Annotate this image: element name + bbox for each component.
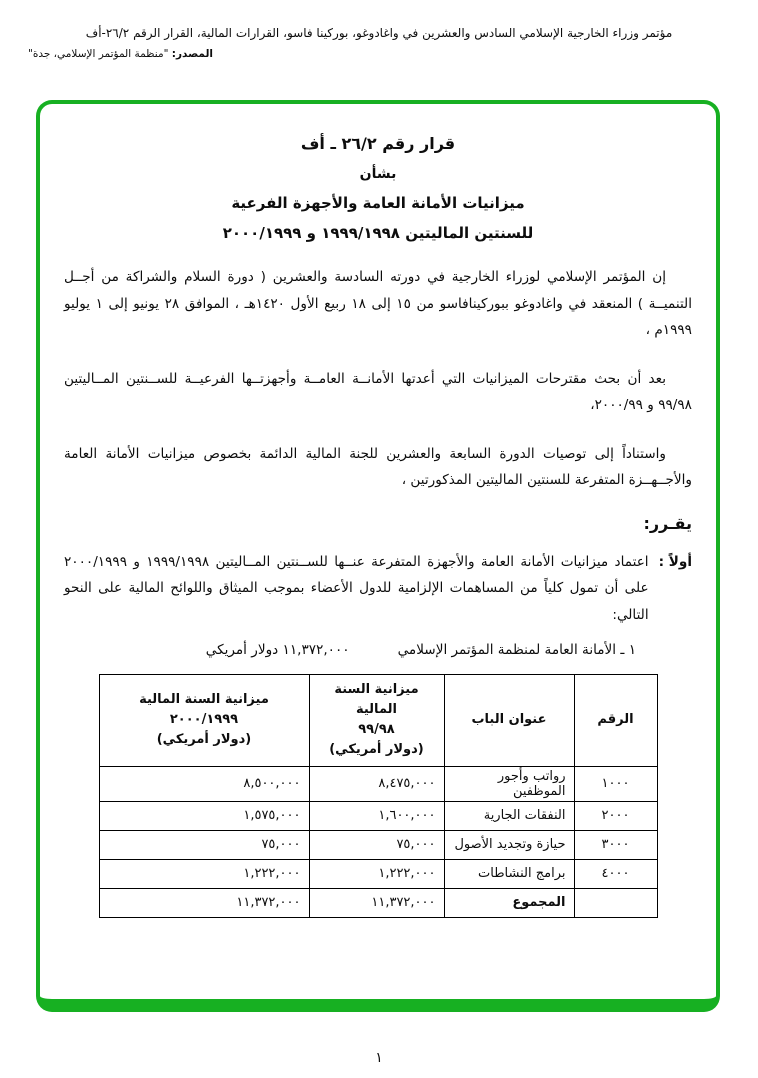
budget2-header-year: ٢٠٠٠/١٩٩٩ [169, 712, 239, 728]
budget1-header-title: ميزانية السنة المالية [334, 682, 419, 718]
secretariat-budget-line [64, 642, 692, 658]
row-title: النفقات الجارية [444, 801, 574, 830]
preamble-paragraph-2: بعد أن بحث مقترحات الميزانيات التي أعدتها الأمانــة العامــة وأجهزتــها الفرعيــة للســنتين المــاليتين ٩٩/٩٨ و ٢٠٠٠/٩٩، [64, 370, 692, 413]
table-row [99, 766, 657, 801]
budget2-header-currency: (دولار أمريكي) [156, 732, 252, 748]
row-title: حيازة وتجديد الأصول [444, 830, 574, 859]
preamble-paragraph-1: إن المؤتمر الإسلامي لوزراء الخارجية في دورته السادسة والعشرين ( دورة السلام والشراكة من أجــل التنميــة ) المنعقد في واغادوغو ببوركينافاسو من ١٥ إلى ١٨ ربيع الأول ١٤٢٠هـ ، الموافق ٢٨ يونيو إلى ١ يوليو ١٩٩٩م ، [64, 269, 692, 338]
row-code: ١٠٠٠ [574, 766, 657, 801]
budget1-header-currency: (دولار أمريكي) [329, 742, 424, 758]
total-budget-9900: ١١,٣٧٢,٠٠٠ [99, 888, 309, 917]
total-code [574, 888, 657, 917]
green-frame [36, 100, 720, 1012]
budget-table-header-row [99, 675, 657, 767]
subject-label: بشأن [359, 166, 397, 182]
budget1-header-year: ٩٩/٩٨ [358, 722, 395, 738]
resolution-number-title: قرار رقم ٢٦/٢ ـ أف [300, 134, 456, 153]
table-row [99, 801, 657, 830]
total-budget-9899: ١١,٣٧٢,٠٠٠ [309, 888, 444, 917]
first-clause-text: اعتماد ميزانيات الأمانة العامة والأجهزة المتفرعة عنــها للســنتين المــاليتين ١٩٩٩/١٩٩٨ و ٢٠٠٠/١٩٩٩ على أن تمول كلياً من المساهمات الإلزامية للدول الأعضاء بموجب الميثاق واللوائح المالية على النحو التالي: [64, 553, 649, 623]
source-label: المصدر: [171, 48, 214, 60]
row-budget-9900: ١,٥٧٥,٠٠٠ [99, 801, 309, 830]
row-budget-9899: ١,٦٠٠,٠٠٠ [309, 801, 444, 830]
row-budget-9899: ٨,٤٧٥,٠٠٠ [309, 766, 444, 801]
col-header-budget-9899 [309, 675, 444, 767]
decision-heading: يقـرر: [643, 513, 692, 533]
secretariat-budget-amount: ١١,٣٧٢,٠٠٠ دولار أمريكي [205, 642, 350, 658]
document-source-line [28, 48, 730, 60]
col-header-number: الرقم [574, 675, 657, 767]
secretariat-budget-label: ١ ـ الأمانة العامة لمنظمة المؤتمر الإسلامي [397, 642, 636, 658]
budget-table [99, 674, 658, 918]
row-code: ٣٠٠٠ [574, 830, 657, 859]
col-header-budget-9900 [99, 675, 309, 767]
row-budget-9899: ١,٢٢٢,٠٠٠ [309, 859, 444, 888]
row-title: برامج النشاطات [444, 859, 574, 888]
subject-line-1: ميزانيات الأمانة العامة والأجهزة الفرعية [231, 194, 525, 212]
row-title: رواتب وأجور الموظفين [444, 766, 574, 801]
row-budget-9900: ٧٥,٠٠٠ [99, 830, 309, 859]
total-label: المجموع [444, 888, 574, 917]
col-header-chapter: عنوان الباب [444, 675, 574, 767]
row-code: ٤٠٠٠ [574, 859, 657, 888]
preamble-paragraph-3: واستناداً إلى توصيات الدورة السابعة والعشرين للجنة المالية الدائمة بخصوص ميزانيات الأمانة العامة والأجــهــزة المتفرعة للسنتين الماليتين المذكورتين ، [64, 445, 692, 488]
table-row [99, 859, 657, 888]
subject-line-2: للسنتين الماليتين ١٩٩٩/١٩٩٨ و ٢٠٠٠/١٩٩٩ [222, 224, 534, 242]
table-row [99, 830, 657, 859]
row-budget-9899: ٧٥,٠٠٠ [309, 830, 444, 859]
row-code: ٢٠٠٠ [574, 801, 657, 830]
first-clause-label: أولاً : [658, 553, 692, 570]
row-budget-9900: ٨,٥٠٠,٠٠٠ [99, 766, 309, 801]
table-total-row [99, 888, 657, 917]
resolution-title-block [64, 134, 692, 242]
page-number: ١ [375, 1050, 383, 1066]
row-budget-9900: ١,٢٢٢,٠٠٠ [99, 859, 309, 888]
budget2-header-title: ميزانية السنة المالية [139, 692, 269, 708]
first-clause [64, 549, 692, 629]
source-value: "منظمة المؤتمر الإسلامي، جدة" [28, 48, 169, 60]
document-header-line: مؤتمر وزراء الخارجية الإسلامي السادس والعشرين في واغادوغو، بوركينا فاسو، القرارات المالية، القرار الرقم ٢٦/٢-أف [85, 26, 673, 40]
